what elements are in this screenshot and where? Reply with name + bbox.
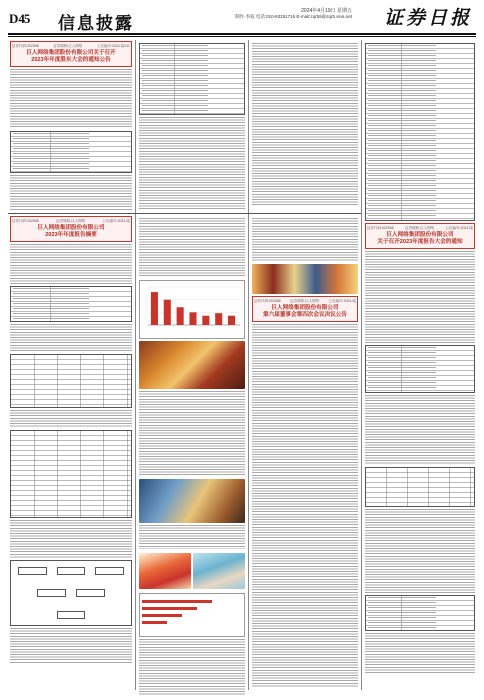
body-text [252,43,358,207]
data-table [365,43,475,221]
notice-title-box: 证券代码:002558 证券简称:巨人网络 公告编号:2024-临 巨人网络集团股份有限公司 关于召开2023年度报告大会的通知 [365,223,475,249]
column-3-bottom [252,216,358,696]
body-text [365,251,475,343]
body-text [139,117,245,209]
editor-line: 制作·李波 电话:010-83251716 E-mail:zqrb9@zqrb.sina.net [235,14,352,19]
chart-bar [228,316,235,325]
body-text [139,525,245,549]
notice-title-box: 证券代码:002558 证券简称:巨人网络 公告编号:2024-临 巨人网络集团股份有限公司 2023年年度报告摘要 [10,216,132,242]
body-text [365,395,475,465]
body-text [10,520,132,558]
column-2-top [139,41,245,211]
bar-chart-svg [142,283,242,331]
chart-bar [202,316,209,325]
body-text [139,391,245,477]
chart-bar [177,307,184,325]
body-text [10,410,132,428]
data-table [365,467,475,507]
body-text [365,509,475,593]
body-text [10,324,132,352]
header-rule [8,33,476,35]
body-text [139,218,245,278]
chart-bar [215,313,222,325]
notice-title-box: 证券代码:002558 证券简称:巨人网络 公告编号:2024-临011 巨人网络集团股份有限公司关于召开 2023年年度股东大会的通知公告 [10,41,132,67]
section-title: 信息披露 [58,14,134,33]
column-3-top [252,41,358,211]
chart-bar [164,300,171,325]
body-text [10,244,132,284]
notice-subtitle: 第六届董事会第四次会议决议公告 [263,311,347,318]
game-poster-image [139,553,191,589]
game-banner-image [252,264,358,294]
data-table [10,354,132,408]
notice-subtitle: 2023年年度股东大会的通知公告 [31,56,111,63]
data-table [365,345,475,393]
column-divider [361,40,362,690]
body-text [10,175,132,211]
notice-title: 巨人网络集团股份有限公司 [386,232,454,238]
column-1-bottom [10,216,132,696]
progress-bar [142,607,197,610]
data-table [10,286,132,322]
progress-bar [142,600,212,603]
data-table [10,430,132,518]
game-artwork-image [139,479,245,523]
newspaper-logo: 证券日报 [383,8,472,29]
chart-bar [189,312,196,325]
data-table [10,131,132,173]
progress-bar [142,614,182,617]
game-poster-image [193,553,245,589]
section-divider [8,213,361,214]
column-4 [365,41,475,696]
column-divider [248,40,249,690]
column-divider [135,40,136,690]
game-artwork-image [139,341,245,389]
progress-bars [139,593,245,637]
image-row [139,551,245,591]
page-number: D45 [9,11,30,26]
issue-date: 2024年4月19日 星期五 [301,8,352,14]
body-text [10,69,132,129]
chart-bar [151,292,158,325]
data-table [365,595,475,631]
notice-title: 巨人网络集团股份有限公司 [271,305,339,311]
revenue-chart [139,280,245,339]
notice-title-box: 证券代码:002558 证券简称:巨人网络 公告编号:2024-临 巨人网络集团股份有限公司 第六届董事会第四次会议决议公告 [252,296,358,322]
notice-title: 巨人网络集团股份有限公司关于召开 [26,50,116,56]
header-rule-thin [8,36,476,37]
column-1-top [10,41,132,211]
body-text [252,324,358,688]
notice-title: 巨人网络集团股份有限公司 [37,225,105,231]
progress-bar [142,621,167,624]
org-chart [10,560,132,626]
data-table [139,43,245,115]
notice-subtitle: 关于召开2023年度报告大会的通知 [377,238,463,245]
body-text [10,628,132,664]
body-text [139,639,245,696]
body-text [365,633,475,673]
notice-subtitle: 2023年年度报告摘要 [45,231,97,238]
body-text [252,218,358,262]
column-2-bottom [139,216,245,696]
